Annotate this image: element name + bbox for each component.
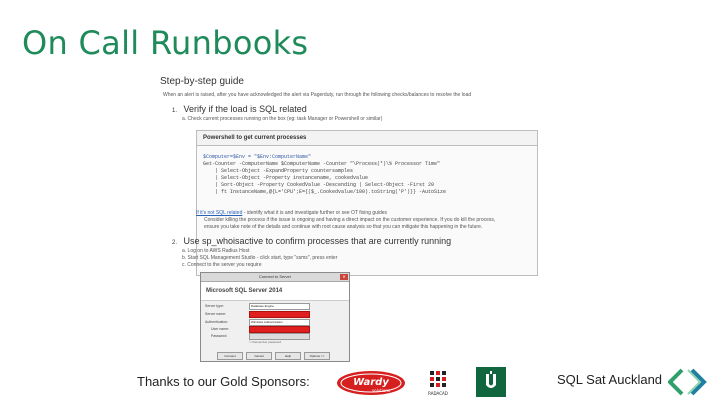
step-2 (172, 236, 451, 246)
sponsors-thanks: Thanks to our Gold Sponsors: (137, 374, 310, 389)
slide-title: On Call Runbooks (22, 24, 309, 62)
authentication-select[interactable]: Windows Authentication (249, 319, 310, 326)
username-input[interactable] (249, 326, 310, 333)
doc-heading: Step-by-step guide (160, 76, 244, 87)
radacad-logo-icon (424, 369, 452, 397)
password-input[interactable] (249, 333, 310, 340)
code-line: | Sort-Object -Property CookedValue -Descending | Select-Object -First 20 (203, 182, 435, 188)
server-name-input[interactable] (249, 311, 310, 318)
note-text: - identify what it is and investigate further or see OT fixing guides (242, 210, 388, 216)
wardyit-logo-text: Wardy (353, 377, 389, 388)
server-type-label: Server type: (205, 304, 224, 308)
sponsor-logo-university (476, 367, 506, 397)
wardyit-logo-icon (336, 370, 406, 396)
authentication-label: Authentication: (205, 320, 229, 324)
runbook-document (160, 72, 560, 362)
remember-label: Remember password (252, 340, 282, 344)
step-2a: a. Log on to AWS Radius Host (182, 248, 250, 254)
dialog-banner: Microsoft SQL Server 2014 (201, 282, 349, 301)
step-1 (172, 104, 307, 114)
note-text: Consider killing the process if the issue is ongoing and having a direct impact on the customer experience. If you do kill the process, (204, 217, 496, 223)
server-type-select[interactable]: Database Engine (249, 303, 310, 310)
options-button[interactable]: Options >> (304, 352, 330, 360)
step-text: Use sp_whoisactive to confirm processes that are currently running (183, 236, 452, 246)
step-number: 2. (172, 240, 178, 246)
dialog-buttons (217, 352, 330, 360)
note-block (196, 210, 495, 231)
password-label: Password: (211, 334, 228, 338)
step-text: Verify if the load is SQL related (183, 104, 307, 114)
event-name: SQL Sat Auckland (557, 372, 663, 387)
sqlsat-logo-icon (668, 368, 712, 396)
doc-intro: When an alert is raised, after you have acknowledged the alert via Pagerduty, run through the following checks/balances to resolve the load (163, 92, 472, 98)
chevrons-logo-icon (668, 368, 712, 396)
university-logo-icon (476, 367, 506, 397)
dialog-titlebar (201, 273, 349, 282)
not-sql-link[interactable]: If it's not SQL related (196, 210, 243, 216)
username-label: User name: (211, 327, 230, 331)
code-block (197, 146, 537, 196)
remember-password-checkbox[interactable]: ☐ Remember password (249, 340, 282, 344)
step-2c: c. Connect to the server you require (182, 262, 262, 268)
help-button[interactable]: Help (275, 352, 301, 360)
code-line: $Computer=$Env = "$Env:ComputerName" (203, 154, 312, 160)
code-line: Get-Counter -ComputerName $ComputerName -Counter "\Process(*)\% Processor Time" (203, 161, 441, 167)
cancel-button[interactable]: Cancel (246, 352, 272, 360)
connect-to-server-dialog (200, 272, 350, 362)
code-line: | ft InstanceName,@{L='CPU';E={($_.Cookedvalue/100).toString('P')}} -AutoSize (203, 189, 447, 195)
code-line: | Select-Object -ExpandProperty countersamples (203, 168, 354, 174)
sponsor-logo-radacad (424, 369, 452, 397)
step-1a: a. Check current processes running on the box (eg: task Manager or Powershell or similar) (182, 116, 383, 122)
dialog-title: Connect to Server (258, 274, 292, 279)
code-box-title: Powershell to get current processes (197, 131, 537, 146)
server-name-label: Server name: (205, 312, 227, 316)
step-2b: b. Start SQL Management Studio - click start, type "ssms", press enter (182, 255, 338, 261)
wardyit-logo-subtext: solutions (372, 388, 390, 393)
connect-button[interactable]: Connect (217, 352, 243, 360)
radacad-label: RADACAD (428, 391, 448, 396)
note-text: ensure you take note of the details and continue with root cause analysis so that you can mitigate this happening in the future. (204, 224, 483, 230)
close-icon[interactable]: ✕ (340, 274, 348, 280)
code-line: | Select-Object -Property instancename, cookedvalue (203, 175, 369, 181)
sponsor-logo-wardyit (336, 370, 406, 396)
step-number: 1. (172, 108, 178, 114)
